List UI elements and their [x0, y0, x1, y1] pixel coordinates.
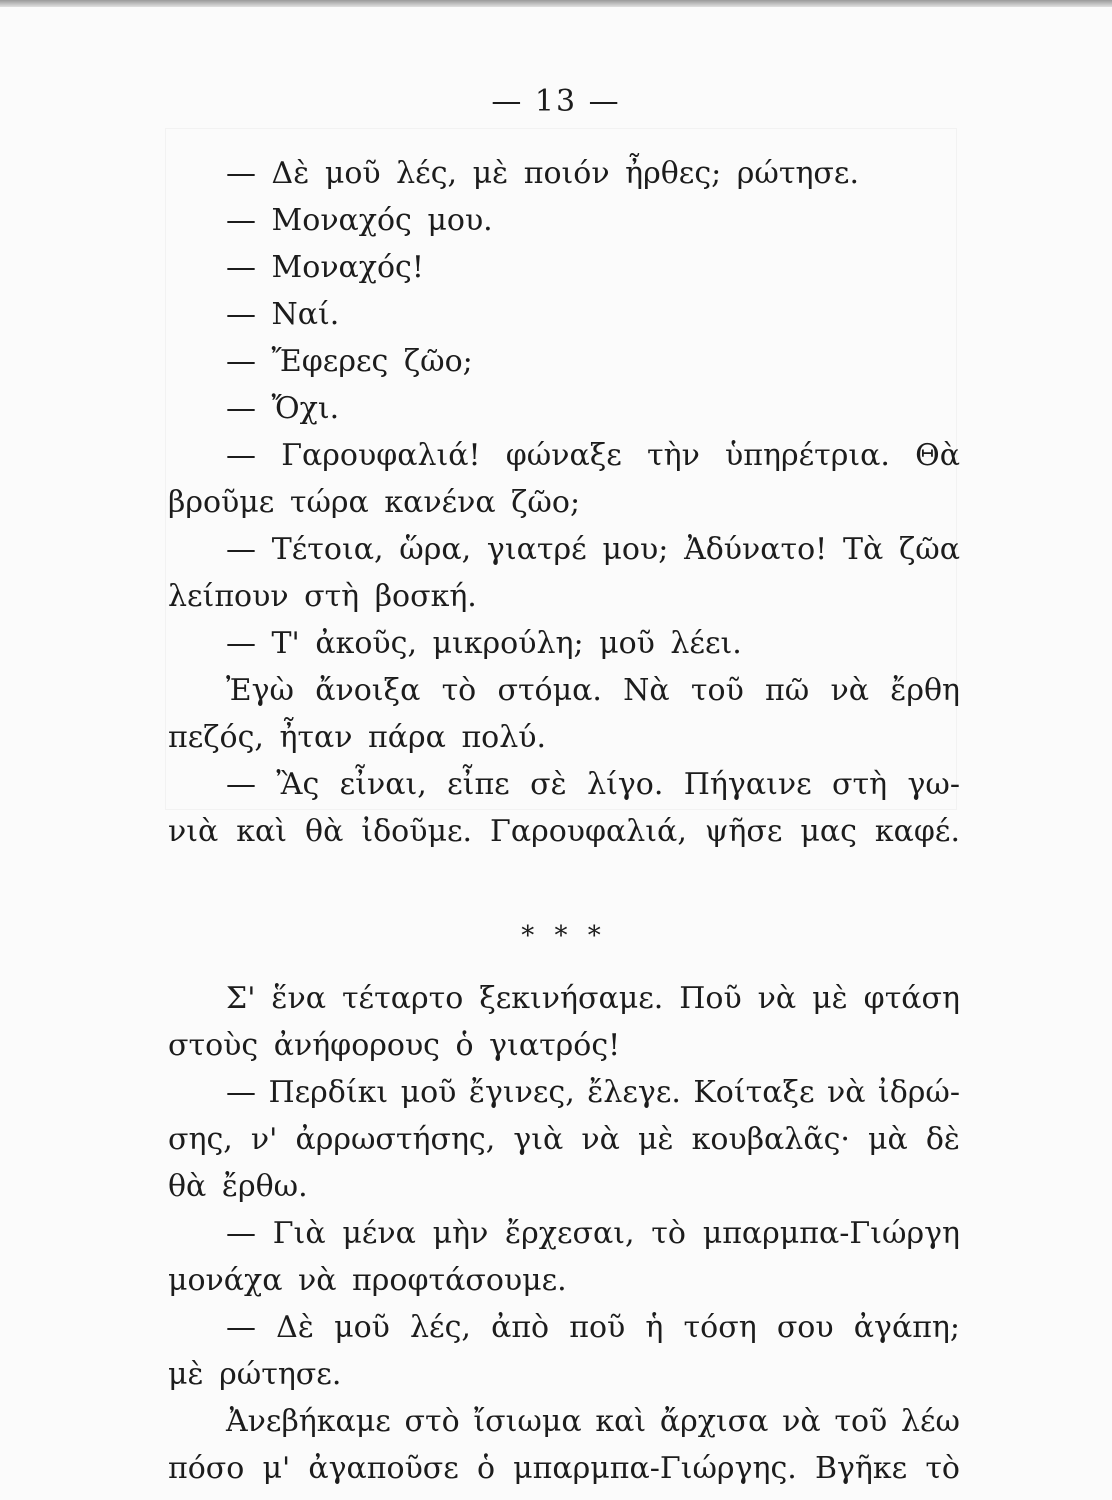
text-line: στοὺς ἀνήφορους ὁ γιατρός!	[168, 1028, 621, 1063]
text-line: — Τ' ἀκοῦς, μικρούλη; μοῦ λέει.	[226, 626, 742, 661]
text-line: — Τέτοια, ὥρα, γιατρέ μου; Ἀδύνατο! Τὰ ζῶα	[226, 532, 960, 567]
page-top-edge	[0, 0, 1112, 7]
text-line: — Δὲ μοῦ λές, ἀπὸ ποῦ ἡ τόση σου ἀγάπη;	[226, 1310, 960, 1345]
text-line: — Μοναχός!	[226, 250, 424, 285]
section-gap	[168, 961, 960, 975]
text-line: — Μοναχός μου.	[226, 203, 493, 238]
text-line: πεζός, ἦταν πάρα πολύ.	[168, 720, 547, 755]
text-line: — Γαρουφαλιά! φώναξε τὴν ὑπηρέτρια. Θὰ	[226, 438, 960, 473]
text-line: λείπουν στὴ βοσκή.	[168, 579, 477, 614]
text-line: μὲ ρώτησε.	[168, 1357, 342, 1392]
body-text	[168, 150, 960, 1492]
text-line: — Ἂς εἶναι, εἶπε σὲ λίγο. Πήγαινε στὴ γω-	[226, 767, 960, 802]
text-line: — Ἔφερες ζῶο;	[226, 344, 473, 379]
text-line: — Ναί.	[226, 297, 340, 332]
text-line: — Γιὰ μένα μὴν ἔρχεσαι, τὸ μπαρμπα-Γιώργη	[226, 1216, 960, 1251]
section-separator: * * *	[521, 921, 607, 951]
text-line: μονάχα νὰ προφτάσουμε.	[168, 1263, 567, 1298]
text-line: νιὰ καὶ θὰ ἰδοῦμε. Γαρουφαλιά, ψῆσε μας καφέ.	[168, 814, 960, 849]
text-line: σης, ν' ἀρρωστήσης, γιὰ νὰ μὲ κουβαλᾶς· μὰ δὲ	[168, 1122, 960, 1157]
text-line: πόσο μ' ἀγαποῦσε ὁ μπαρμπα-Γιώργης. Βγῆκε τὸ	[168, 1451, 960, 1486]
text-line: Σ' ἕνα τέταρτο ξεκινήσαμε. Ποῦ νὰ μὲ φτάση	[226, 981, 960, 1016]
page-number: — 13 —	[491, 84, 621, 119]
text-line: βροῦμε τώρα κανένα ζῶο;	[168, 485, 581, 520]
text-line: — Ὄχι.	[226, 391, 340, 426]
text-line: — Περδίκι μοῦ ἔγινες, ἔλεγε. Κοίταξε νὰ ἰδρώ-	[226, 1075, 960, 1110]
text-line: — Δὲ μοῦ λές, μὲ ποιόν ἦρθες; ρώτησε.	[226, 156, 859, 191]
text-line: θὰ ἔρθω.	[168, 1169, 308, 1204]
text-line: Ἀνεβήκαμε στὸ ἴσιωμα καὶ ἄρχισα νὰ τοῦ λέω	[226, 1404, 960, 1439]
text-line: Ἐγὼ ἄνοιξα τὸ στόμα. Νὰ τοῦ πῶ νὰ ἔρθη	[226, 673, 960, 708]
section-gap	[168, 855, 960, 911]
